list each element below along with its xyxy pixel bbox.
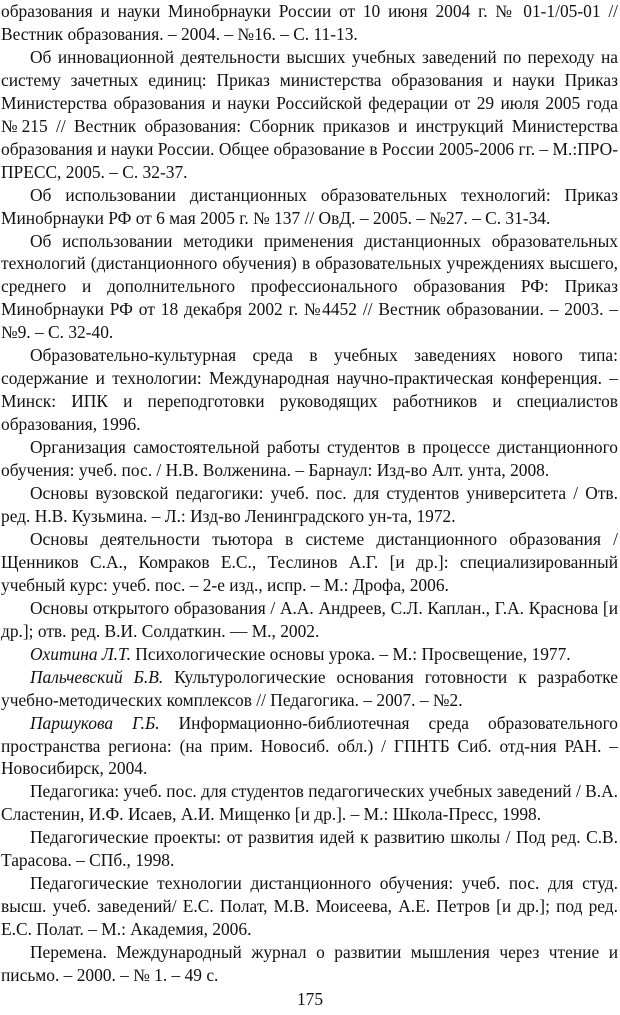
entry-text: Психологические основы урока. – М.: Просвещение, 1977. [130, 643, 571, 664]
bibliography-entry [1, 344, 618, 436]
entry-text: Культурологические основания готовности к разработке учебно-методических комплексов // Педагогика. – 2007. – №2. [1, 666, 619, 710]
entry-author: Пальчевский Б.В. [30, 666, 164, 687]
page-number: 175 [296, 989, 324, 1009]
entry-text: Информационно-библиотечная среда образовательного пространства региона: (на прим. Новосиб. обл.) / ГПНТБ Сиб. отд-ния РАН. – Новосибирск, 2004. [1, 712, 618, 779]
entry-text: Образовательно-культурная среда в учебных заведениях нового типа: содержание и технологии: Международная научно-практическая конференция. – Минск: ИПК и переподготовки руководящих работников и специалистов образования, 1996. [1, 345, 618, 435]
bibliography-entry [1, 230, 618, 345]
bibliography-entry [1, 780, 618, 826]
bibliography-entry [1, 643, 618, 666]
entry-text: Об использовании дистанционных образовательных технологий: Приказ Минобрнауки РФ от 6 мая 2005 г. № 137 // ОвД. – 2005. – №27. – С. 31-34. [1, 184, 618, 228]
bibliography-entry [1, 666, 618, 712]
bibliography-entry [1, 436, 618, 482]
bibliography-entry [1, 482, 618, 528]
bibliography-entry [1, 0, 618, 46]
bibliography-entry [1, 46, 618, 184]
entry-text: Организация самостоятельной работы студентов в процессе дистанционного обучения: учеб. пос. / Н.В. Волженина. – Барнаул: Изд-во Алт. унта, 2008. [1, 437, 618, 481]
entry-text: Основы деятельности тьютора в системе дистанционного образования / Щенников С.А., Комраков Е.С., Теслинов А.Г. [и др.]: специализированный учебный курс: учеб. пос. – 2-е изд., испр. – М.: Дрофа, 2006. [1, 528, 618, 595]
bibliography-entry [1, 528, 618, 597]
entry-text: Об использовании методики применения дистанционных образовательных технологий (дистанционного обучения) в образовательных учреждениях высшего, среднего и дополнительного профессионального образования РФ: Приказ Минобрнауки РФ от 18 декабря 2002 г. №4452 // Вестник образовании. – 2003. – №9. – С. 32-40. [1, 230, 618, 343]
entry-text: Педагогические проекты: от развития идей к развитию школы / Под ред. С.В. Тарасова. – СПб., 1998. [1, 827, 618, 871]
entry-text: Перемена. Международный журнал о развитии мышления через чтение и письмо. – 2000. – № 1. – 49 с. [1, 942, 618, 986]
bibliography-entry [1, 872, 618, 941]
entry-text: Педагогические технологии дистанционного обучения: учеб. пос. для студ. высш. учеб. заведений/ Е.С. Полат, М.В. Моисеева, А.Е. Петров [и др.]; под ред. Е.С. Полат. – М.: Академия, 2006. [1, 873, 618, 940]
bibliography-entry [1, 826, 618, 872]
entry-text: образования и науки Минобрнауки России от 10 июня 2004 г. № 01-1/05-01 // Вестник образования. – 2004. – №16. – С. 11-13. [1, 1, 618, 44]
bibliography-entry [1, 597, 618, 643]
bibliography-entry [1, 941, 618, 987]
entry-author: Паршукова Г.Б. [30, 712, 160, 733]
bibliography-entry [1, 184, 618, 230]
bibliography-list [1, 0, 618, 987]
entry-text: Основы вузовской педагогики: учеб. пос. для студентов университета / Отв. ред. Н.В. Кузьмина. – Л.: Изд-во Ленинградского ун-та, 1972. [1, 483, 618, 526]
bibliography-entry [1, 712, 618, 781]
entry-text: Об инновационной деятельности высших учебных заведений по переходу на систему зачетных единиц: Приказ министерства образования и науки Приказ Министерства образования и науки Российской федерации от 29 июля 2005 года №215 // Вестник образования: Сборник приказов и инструкций Министерства образования и науки России. Общее образование в России 2005-2006 гг. – М.:ПРО-ПРЕСС, 2005. – С. 32-37. [1, 46, 618, 182]
entry-author: Охитина Л.Т. [30, 643, 131, 664]
entry-text: Основы открытого образования / А.А. Андреев, С.Л. Каплан., Г.А. Краснова [и др.]; отв. ред. В.И. Солдаткин. — М., 2002. [1, 597, 618, 641]
entry-text: Педагогика: учеб. пос. для студентов педагогических учебных заведений / В.А. Сластенин, И.Ф. Исаев, А.И. Мищенко [и др.]. – М.: Школа-Пресс, 1998. [1, 781, 618, 825]
